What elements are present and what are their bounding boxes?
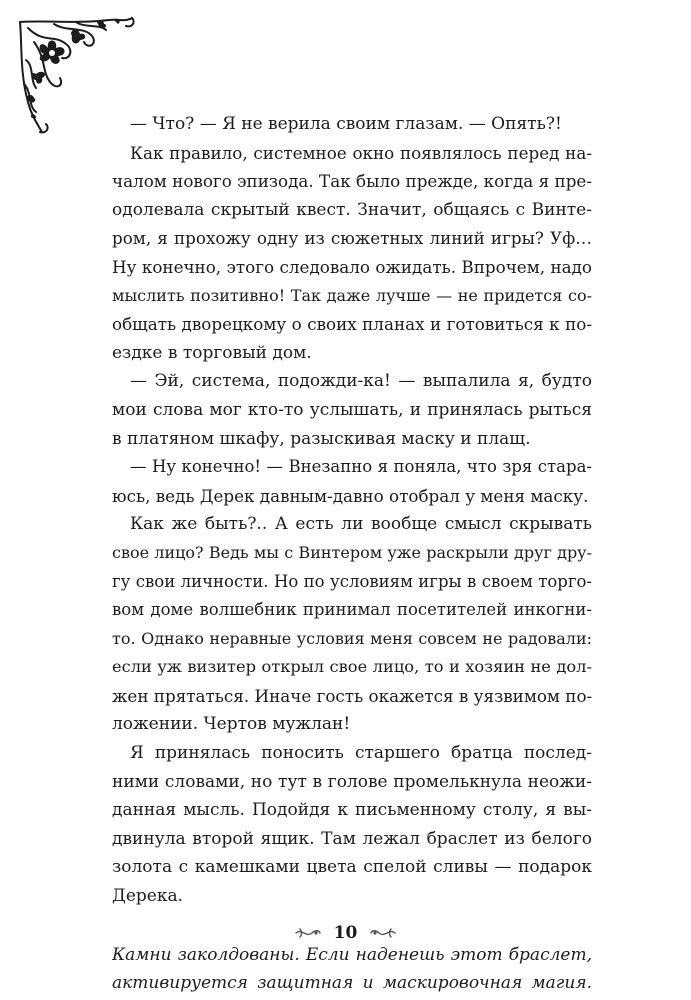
text-line: свое лицо? Ведь мы с Винтером уже раскрыли друг дру- [112, 542, 592, 562]
text-line: мыслить позитивно! Так даже лучше — не придется со- [112, 285, 592, 305]
floral-divider-icon [294, 926, 322, 940]
text-line: Ну конечно, этого следовало ожидать. Впрочем, надо [112, 256, 592, 277]
text-line: то. Однако неравные условия меня совсем не радовали: [112, 628, 592, 648]
text-line: общать дворецкому о своих планах и готовиться к по- [112, 314, 592, 335]
text-line: одолевала скрытый квест. Значит, общаясь с Винте- [112, 199, 592, 220]
text-line: чалом нового эпизода. Так было прежде, когда я пре- [112, 171, 592, 192]
text-line: ними словами, но тут в голове промелькнула неожи- [112, 771, 592, 792]
text-line: — Эй, система, подожди-ка! — выпалила я, будто [130, 371, 592, 392]
text-line: мои слова мог кто-то услышать, и принялась рыться [112, 399, 592, 420]
text-line: в платяном шкафу, разыскивая маску и плащ. [112, 428, 531, 449]
text-line: двинула второй ящик. Там лежал браслет из белого [112, 828, 592, 849]
text-line: вом доме волшебник принимал посетителей инкогни- [112, 600, 592, 620]
text-line: — Ну конечно! — Внезапно я поняла, что зря стара- [130, 457, 592, 477]
text-line: активируется защитная и маскировочная магия. [112, 973, 592, 994]
floral-divider-icon [369, 926, 397, 940]
text-line: ром, я прохожу одну из сюжетных линий игры? Уф… [112, 228, 592, 249]
text-line: — Что? — Я не верила своим глазам. — Опять?! [130, 114, 562, 134]
text-line: золота с камешками цвета спелой сливы — подарок [112, 857, 592, 878]
text-line: Как же быть?.. А есть ли вообще смысл скрывать [130, 514, 592, 535]
text-line: юсь, ведь Дерек давным-давно отобрал у меня маску. [112, 485, 589, 506]
text-line: ездке в торговый дом. [112, 342, 312, 363]
text-line: Камни заколдованы. Если наденешь этот браслет, [112, 944, 592, 965]
page-footer [0, 920, 691, 945]
page-number: 10 [333, 922, 358, 943]
text-line: жен прятаться. Иначе гость окажется в уязвимом по- [112, 685, 592, 706]
text-line: данная мысль. Подойдя к письменному столу, я вы- [112, 800, 592, 821]
text-line: Дерека. [112, 886, 183, 907]
text-line: гу свои личности. Но по условиям игры в своем торго- [112, 571, 592, 591]
text-line: если уж визитер открыл свое лицо, то и хозяин не дол- [112, 657, 592, 677]
text-line: ложении. Чертов мужлан! [112, 714, 351, 735]
body-text [112, 110, 592, 998]
text-line: Как правило, системное окно появлялось перед на- [130, 142, 592, 163]
text-line: Я принялась поносить старшего братца послед- [130, 743, 592, 764]
